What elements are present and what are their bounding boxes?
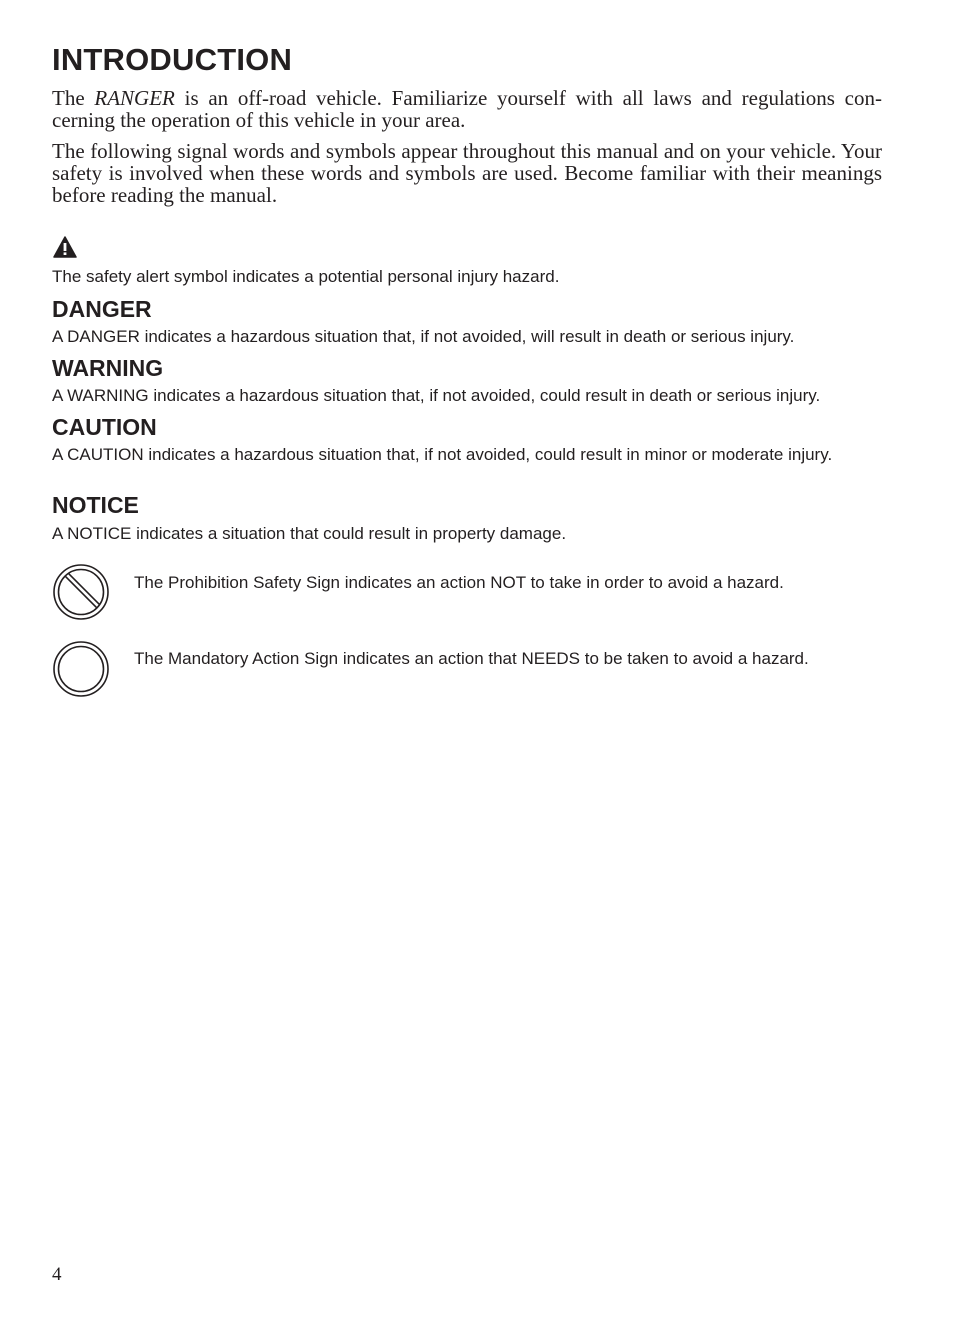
page-number: 4 bbox=[52, 1264, 62, 1285]
prohibition-sign-text: The Prohibition Safety Sign indicates an action NOT to take in order to avoid a hazard. bbox=[134, 573, 784, 592]
intro-text-start: The bbox=[52, 86, 95, 110]
vehicle-name: RANGER bbox=[94, 86, 175, 110]
warning-triangle-icon bbox=[53, 236, 77, 258]
warning-heading: WARNING bbox=[52, 355, 164, 381]
intro-paragraph-1 bbox=[52, 87, 882, 131]
safety-alert-description: The safety alert symbol indicates a potential personal injury hazard. bbox=[52, 267, 560, 286]
warning-description: A WARNING indicates a hazardous situation that, if not avoided, could result in death or serious injury. bbox=[52, 386, 821, 405]
notice-description: A NOTICE indicates a situation that could result in property damage. bbox=[52, 524, 567, 543]
intro-paragraph-2: The following signal words and symbols appear throughout this manual and on your vehicle. Your safety is involved when these words and symbols are used. Become familiar with their meanings before reading the manual. bbox=[52, 139, 882, 207]
mandatory-sign-text: The Mandatory Action Sign indicates an action that NEEDS to be taken to avoid a hazard. bbox=[134, 649, 809, 668]
caution-heading: CAUTION bbox=[52, 414, 157, 440]
caution-description: A CAUTION indicates a hazardous situation that, if not avoided, could result in minor or moderate injury. bbox=[52, 445, 833, 464]
intro-text-end: is an off-road vehicle. Familiarize yourself with all laws and regulations con-cerning the operation of this vehicle in your area. bbox=[52, 86, 883, 132]
danger-description: A DANGER indicates a hazardous situation that, if not avoided, will result in death or serious injury. bbox=[52, 327, 795, 346]
prohibition-sign-icon bbox=[52, 563, 110, 621]
danger-heading: DANGER bbox=[52, 296, 152, 322]
mandatory-action-sign-icon bbox=[52, 640, 110, 698]
page-title: INTRODUCTION bbox=[52, 42, 293, 77]
notice-heading: NOTICE bbox=[52, 492, 139, 518]
